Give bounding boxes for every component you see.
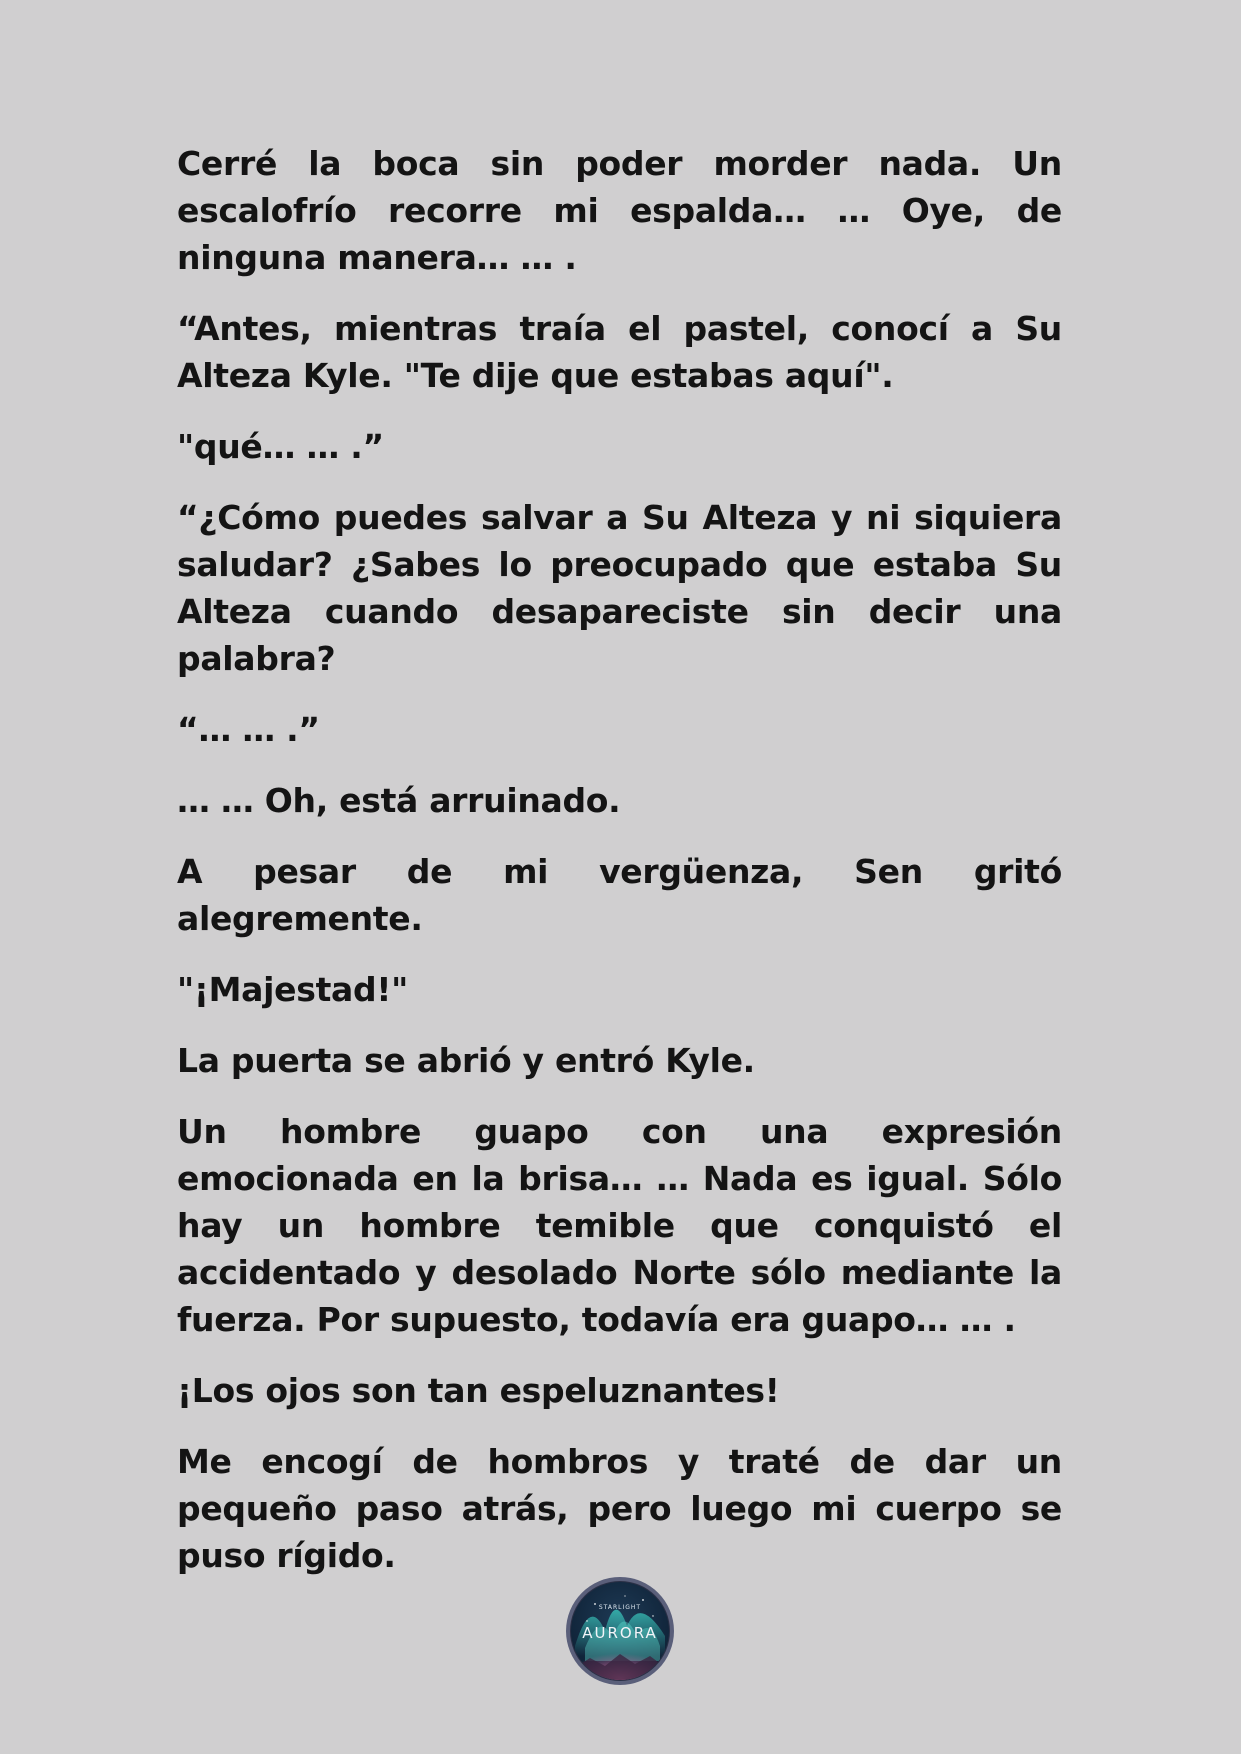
paragraph: Cerré la boca sin poder morder nada. Un escalofrío recorre mi espalda… … Oye, de ninguna manera… … . [177,144,1062,277]
paragraph: "¡Majestad!" [177,970,408,1009]
paragraph: “Antes, mientras traía el pastel, conocí a Su Alteza Kyle. "Te dije que estabas aquí". [177,309,1062,395]
paragraph: Me encogí de hombros y traté de dar un pequeño paso atrás, pero luego mi cuerpo se puso rígido. [177,1442,1062,1575]
paragraph: "qué… … .” [177,427,384,466]
paragraph: La puerta se abrió y entró Kyle. [177,1041,755,1080]
document-body [177,140,1062,1603]
aurora-logo-icon [565,1576,675,1686]
paragraph: “¿Cómo puedes salvar a Su Alteza y ni siquiera saludar? ¿Sabes lo preocupado que estaba Su Alteza cuando desapareciste sin decir una palabra? [177,498,1062,678]
paragraph: A pesar de mi vergüenza, Sen gritó alegremente. [177,852,1062,938]
logo-top-text: STARLIGHT [598,1604,642,1611]
paragraph: ¡Los ojos son tan espeluznantes! [177,1371,780,1410]
paragraph: “… … .” [177,710,320,749]
logo-main-text: AURORA [582,1624,658,1642]
paragraph: Un hombre guapo con una expresión emocionada en la brisa… … Nada es igual. Sólo hay un hombre temible que conquistó el accidentado y desolado Norte sólo mediante la fuerza. Por supuesto, todavía era guapo… … . [177,1112,1062,1339]
paragraph: … … Oh, está arruinado. [177,781,621,820]
